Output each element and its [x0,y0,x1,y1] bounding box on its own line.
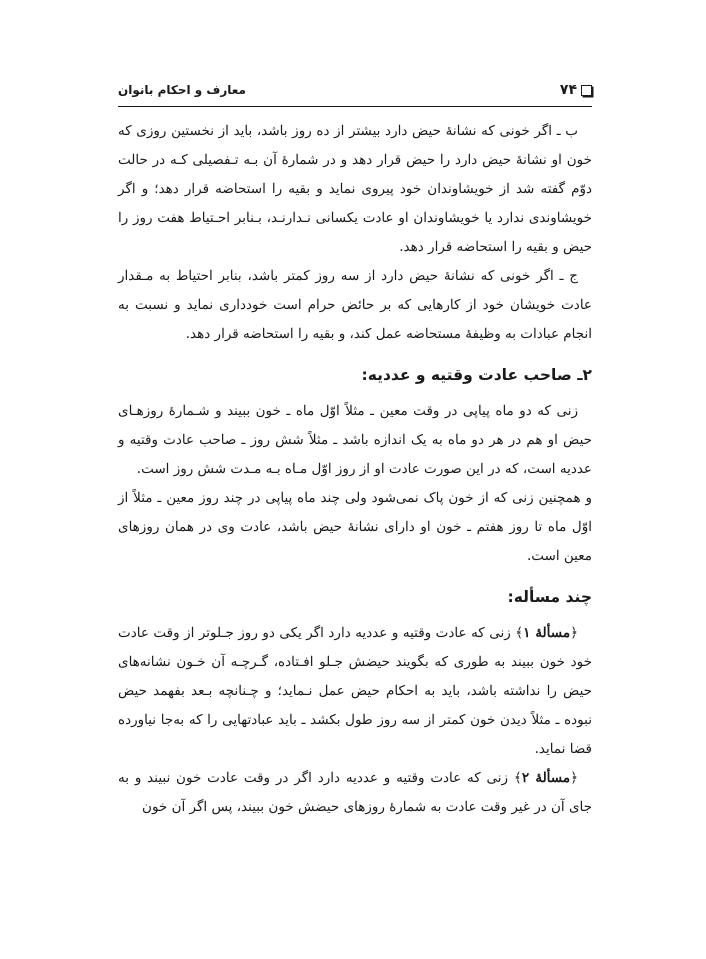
issue-2-label: مسألهٔ ۲ [521,770,571,786]
issue-1-bracket-open: ﴿ [570,625,578,641]
page-header [118,80,592,104]
section-heading-habit: ۲ـ صاحب عادت وقتیه و عددیه: [361,366,592,384]
square-ornament-icon [581,85,592,96]
issue-2-text: زنی که عادت وقتیه و عددیه دارد اگر در وقت عادت خون نبیند و به جای آن در غیر وقت عادت به شمارهٔ روزهای حیضش خون ببیند، پس اگر آن خون [118,770,592,815]
running-title: معارف و احکام بانوان [118,83,246,97]
paragraph-habit-2: و همچنین زنی که از خون پاک نمی‌شود ولی چند ماه پیاپی در چند روز معین ـ مثلاً از اوّل ماه تا روز هفتم ـ خون او دارای نشانهٔ حیض باشد، عادت وی در همان روزهای معین است. [118,490,592,564]
issue-1 [118,619,592,764]
issue-1-text: زنی که عادت وقتیه و عددیه دارد اگر یکی دو روز جـلوتر از وقت عادت خود خون ببیند به طوری که بگویند حیضش جـلو افـتاده، گـرچـه آن خـون نشانه‌های حیض را نداشته باشد، باید به احکام حیض عمل نـماید؛ و چـنانچه بـعد بفهمد حیض نبوده ـ مثلاً دیدن خون کمتر از سه روز طول بکشد ـ باید عبادتهایی را که به‌جا نیاورده قضا نماید. [118,625,592,757]
section-heading-issues: چند مسأله: [507,588,592,606]
paragraph-habit-1: زنی که دو ماه پیاپی در وقت معین ـ مثلاً اوّل ماه ـ خون ببیند و شـمارهٔ روزهـای حیض او هم در هر دو ماه به یک اندازه باشد ـ مثلاً شش روز ـ صاحب عادت وقتیه و عددیه است، که در این صورت عادت او از روز اوّل مـاه بـه مـدت شش روز است. [118,403,592,477]
paragraph-b: ب ـ اگر خونی که نشانهٔ حیض دارد بیشتر از ده روز باشد، باید از نخستین روزی که خون او نشانهٔ حیض دارد را حیض قرار دهد و در شمارهٔ آن بـه تـفصیلی کـه در حالت دوّم گفته شد از خویشاوندان خود پیروی نماید و بقیه را استحاضه قرار دهد؛ و اگر خویشاوندی ندارد یا خویشاوندان او عادت یکسانی نـدارنـد، بـنابر احـتیاط هفت روز را حیض و بقیه را استحاضه قرار دهد. [118,123,592,255]
page-number [560,82,592,98]
page-number-text: ۷۴ [559,82,577,98]
issue-2 [118,764,592,822]
page-body [118,117,592,822]
paragraph-j: ج ـ اگر خونی که نشانهٔ حیض دارد از سه روز کمتر باشد، بنابر احتیاط به مـقدار عادت خویشان خود از کارهایی که بر حائض حرام است خودداری نماید و نسبت به انجام عبادات به وظیفهٔ مستحاضه عمل کند، و بقیه را استحاضه قرار دهد. [118,268,592,342]
header-divider [118,106,592,107]
issue-2-bracket-open: ﴿ [570,770,578,786]
issue-2-bracket-close: ﴾ [513,770,522,786]
issue-1-bracket-close: ﴾ [515,625,524,641]
issue-1-label: مسألهٔ ۱ [523,625,571,641]
